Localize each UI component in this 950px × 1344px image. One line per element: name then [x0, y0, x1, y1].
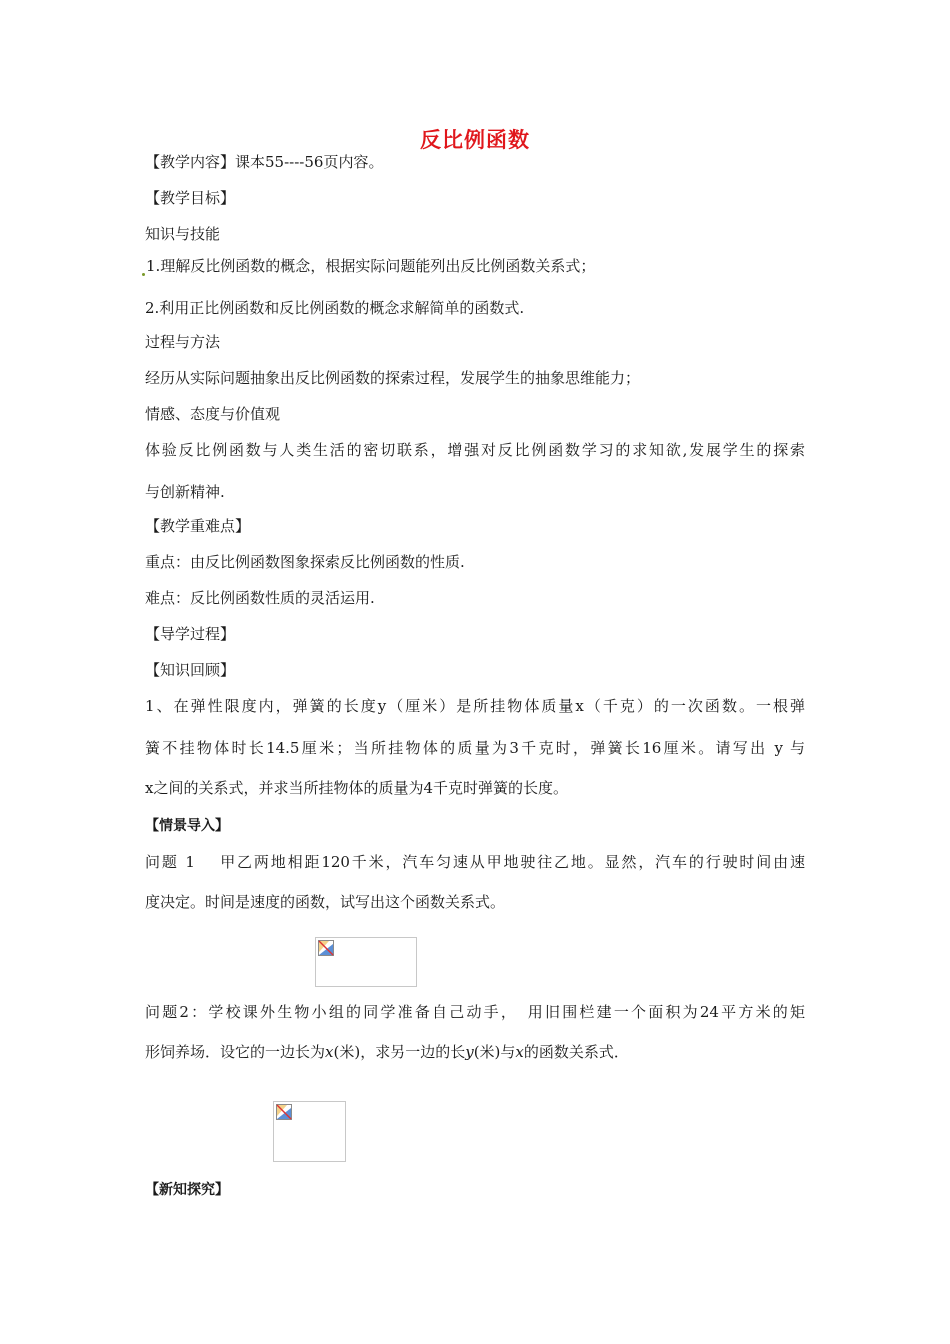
guided-process-heading: 【导学过程】 — [145, 625, 236, 643]
teaching-content: 【教学内容】课本55----56页内容。 — [145, 153, 384, 171]
problem-1-line1: 问题 1 甲乙两地相距120千米，汽车匀速从甲地驶往乙地。显然，汽车的行驶时间由速 — [145, 853, 805, 871]
review-question-line1: 1、在弹性限度内，弹簧的长度y（厘米）是所挂物体质量x（千克）的一次函数。一根弹 — [145, 697, 805, 715]
review-question-line3: x之间的关系式，并求当所挂物体的质量为4千克时弹簧的长度。 — [145, 779, 569, 797]
emotion-values-text-line1: 体验反比例函数与人类生活的密切联系，增强对反比例函数学习的求知欲,发展学生的探索 — [145, 441, 805, 459]
review-question-line2: 簧不挂物体时长14.5厘米；当所挂物体的质量为3千克时，弹簧长16厘米。请写出 y 与 — [145, 739, 805, 757]
new-knowledge-heading: 【新知探究】 — [145, 1182, 229, 1198]
marker-dot — [142, 273, 145, 276]
image-placeholder-2 — [273, 1101, 346, 1162]
key-difficult-heading: 【教学重难点】 — [145, 517, 251, 535]
process-method-text: 经历从实际问题抽象出反比例函数的探索过程，发展学生的抽象思维能力； — [145, 369, 641, 387]
page-title: 反比例函数 — [420, 128, 530, 152]
scenario-intro-heading: 【情景导入】 — [145, 818, 229, 834]
difficult-point-text: 难点：反比例函数性质的灵活运用. — [145, 589, 375, 607]
knowledge-skills-heading: 知识与技能 — [145, 225, 221, 243]
emotion-values-heading: 情感、态度与价值观 — [145, 405, 281, 423]
goal-item-1: 1.理解反比例函数的概念，根据实际问题能列出反比例函数关系式； — [142, 256, 595, 276]
problem-2-line1: 问题2：学校课外生物小组的同学准备自己动手， 用旧围栏建一个面积为24平方米的矩 — [145, 1003, 805, 1021]
broken-image-icon — [318, 940, 334, 956]
problem-2-line2: 形饲养场．设它的一边长为x(米)，求另一边的长y(米)与x的函数关系式． — [145, 1043, 629, 1061]
problem-1-line2: 度决定。时间是速度的函数，试写出这个函数关系式。 — [145, 893, 506, 911]
broken-image-icon — [276, 1104, 292, 1120]
image-placeholder-1 — [315, 937, 417, 987]
process-method-heading: 过程与方法 — [145, 333, 221, 351]
goal-item-2: 2.利用正比例函数和反比例函数的概念求解简单的函数式. — [145, 299, 525, 317]
emotion-values-text-line2: 与创新精神. — [145, 483, 225, 501]
knowledge-review-heading: 【知识回顾】 — [145, 661, 236, 679]
teaching-goals-heading: 【教学目标】 — [145, 189, 236, 207]
key-point-text: 重点：由反比例函数图象探索反比例函数的性质. — [145, 553, 465, 571]
